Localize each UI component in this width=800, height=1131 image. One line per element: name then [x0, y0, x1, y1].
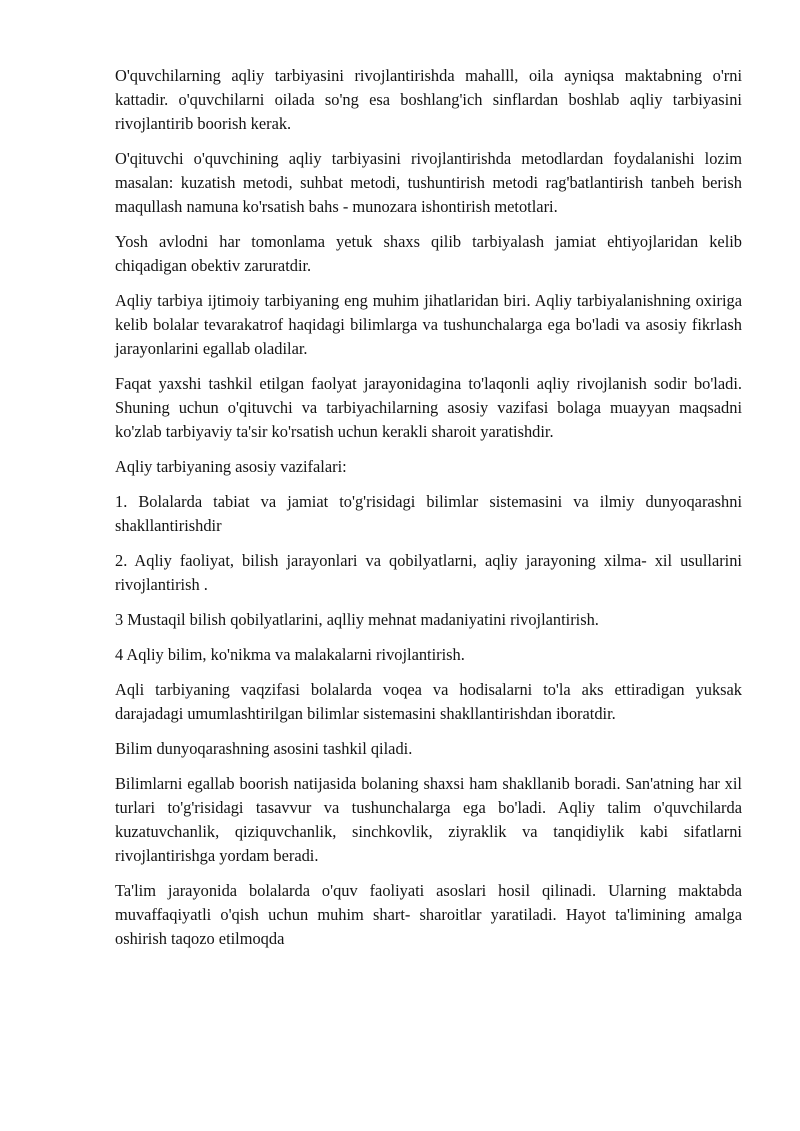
paragraph-3: Yosh avlodni har tomonlama yetuk shaxs qilib tarbiyalash jamiat ehtiyojlaridan kelib chiqadigan obektiv zaruratdir.	[115, 232, 742, 275]
paragraph-2: O'qituvchi o'quvchining aqliy tarbiyasini rivojlantirishda metodlardan foydalanishi lozim masalan: kuzatish metodi, suhbat metodi, tushuntirish metodi rag'batlantirish tanbeh berish maqullash namuna ko'rsatish bahs - munozara ishontirish metotlari.	[115, 149, 742, 216]
paragraph-4: Aqliy tarbiya ijtimoiy tarbiyaning eng muhim jihatlaridan biri. Aqliy tarbiyalanishning oxiriga kelib bolalar tevarakatrof haqidagi bilimlarga va tushunchalarga ega bo'ladi va asosiy fikrlash jarayonlarini egallab oladilar.	[115, 291, 742, 358]
list-item-3: 3 Mustaqil bilish qobilyatlarini, aqlliy mehnat madaniyatini rivojlantirish.	[115, 610, 599, 629]
paragraph-7: Bilim dunyoqarashning asosini tashkil qiladi.	[115, 739, 413, 758]
list-item-2: 2. Aqliy faoliyat, bilish jarayonlari va qobilyatlarni, aqliy jarayoning xilma- xil usullarini rivojlantirish .	[115, 551, 742, 594]
list-item-4: 4 Aqliy bilim, ko'nikma va malakalarni rivojlantirish.	[115, 645, 465, 664]
list-item-1: 1. Bolalarda tabiat va jamiat to'g'risidagi bilimlar sistemasini va ilmiy dunyoqarashni shakllantirishdir	[115, 492, 742, 535]
paragraph-9: Ta'lim jarayonida bolalarda o'quv faoliyati asoslari hosil qilinadi. Ularning maktabda muvaffaqiyatli o'qish uchun muhim shart- sharoitlar yaratiladi. Hayot ta'limining amalga oshirish taqozo etilmoqda	[115, 881, 742, 948]
document-page	[115, 64, 742, 962]
paragraph-1: O'quvchilarning aqliy tarbiyasini rivojlantirishda mahalll, oila ayniqsa maktabning o'rni kattadir. o'quvchilarni oilada so'ng esa boshlang'ich sinflardan boshlab aqliy tarbiyasini rivojlantirib boorish kerak.	[115, 66, 742, 133]
paragraph-5: Faqat yaxshi tashkil etilgan faolyat jarayonidagina to'laqonli aqliy rivojlanish sodir bo'ladi. Shuning uchun o'qituvchi va tarbiyachilarning asosiy vazifasi bolaga muayyan maqsadni ko'zlab tarbiyaviy ta'sir ko'rsatish uchun kerakli sharoit yaratishdir.	[115, 374, 742, 441]
paragraph-6: Aqli tarbiyaning vaqzifasi bolalarda voqea va hodisalarni to'la aks ettiradigan yuksak darajadagi umumlashtirilgan bilimlar sistemasini shakllantirishdan iboratdir.	[115, 680, 742, 723]
paragraph-8: Bilimlarni egallab boorish natijasida bolaning shaxsi ham shakllanib boradi. San'atning har xil turlari to'g'risidagi tasavvur va tushunchalarga ega bo'ladi. Aqliy talim o'quvchilarda kuzatuvchanlik, qiziquvchanlik, sinchkovlik, ziyraklik va tanqidiylik kabi sifatlarni rivojlantirishga yordam beradi.	[115, 774, 742, 865]
section-heading: Aqliy tarbiyaning asosiy vazifalari:	[115, 457, 347, 476]
